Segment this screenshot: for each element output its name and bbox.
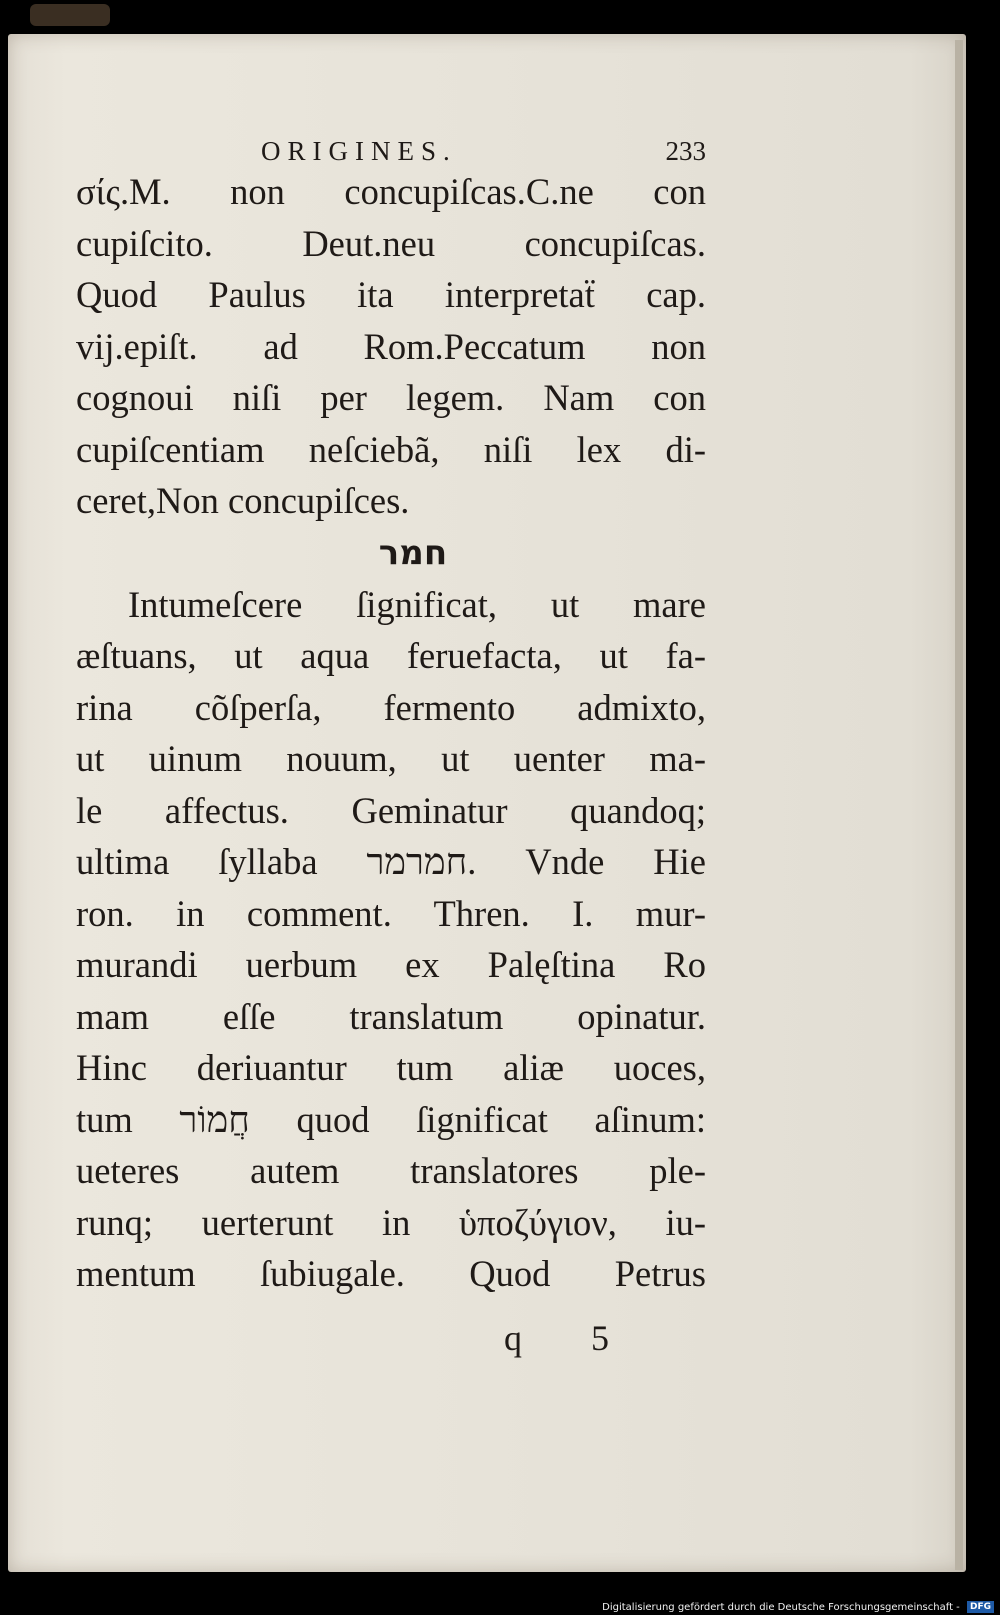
text-line: mentum ſubiugale. Quod Petrus [76,1253,706,1294]
text-line: vij.epiſt. ad Rom.Peccatum non [76,325,706,367]
text-line: æſtuans, ut aqua feruefacta, ut fa- [76,635,706,676]
text-line: mam eſſe translatum opinatur. [76,995,706,1037]
text-line: runq; uerterunt in ὑποζύγιον, iu- [76,1201,706,1243]
text-line: murandi uerbum ex Palęſtina Ro [76,944,706,985]
text-line: tum חֲמוֹר quod ſignificat aſinum: [76,1098,706,1140]
text-line: cupiſcito. Deut.neu concupiſcas. [76,222,706,264]
text-line: Hinc deriuantur tum aliæ uoces, [76,1047,706,1088]
text-line: rina cõſperſa, fermento admixto, [76,686,706,728]
page-header [76,120,706,166]
text-line: Quod Paulus ita interpretaẗ cap. [76,274,706,315]
text-block [76,120,706,1368]
signature-mark: q 5 [504,1317,639,1358]
text-line: le affectus. Geminatur quandoq; [76,789,706,831]
text-line: Intumeſcere ſignificat, ut mare [128,583,706,625]
text-line: σίς.M. non concupiſcas.C.ne con [76,171,706,212]
text-line: ron. in comment. Thren. I. mur- [76,892,706,934]
text-line: ueteres autem translatores ple- [76,1150,706,1191]
dfg-logo: DFG [967,1601,994,1613]
credit-text: Digitalisierung gefördert durch die Deutsche Forschungsgemeinschaft - [602,1602,960,1613]
text-line: ultima ſyllaba חמרמר. Vnde Hie [76,841,706,882]
text-line: cognoui niſi per legem. Nam con [76,377,706,418]
binding-edge-stain [30,4,110,26]
hebrew-entry-heading: חמר [378,532,448,573]
text-line: ut uinum nouum, ut uenter ma- [76,738,706,779]
text-line: ceret,Non concupiſces. [76,480,410,521]
text-line: cupiſcentiam neſciebã, niſi lex di- [76,428,706,470]
digitization-credit [602,1601,994,1613]
paragraph-2 [76,579,706,1300]
page-number: 233 [665,136,706,166]
page-edge-shadow [955,40,963,1570]
running-head: ORIGINES. [261,136,457,166]
paragraph-1 [76,166,706,527]
